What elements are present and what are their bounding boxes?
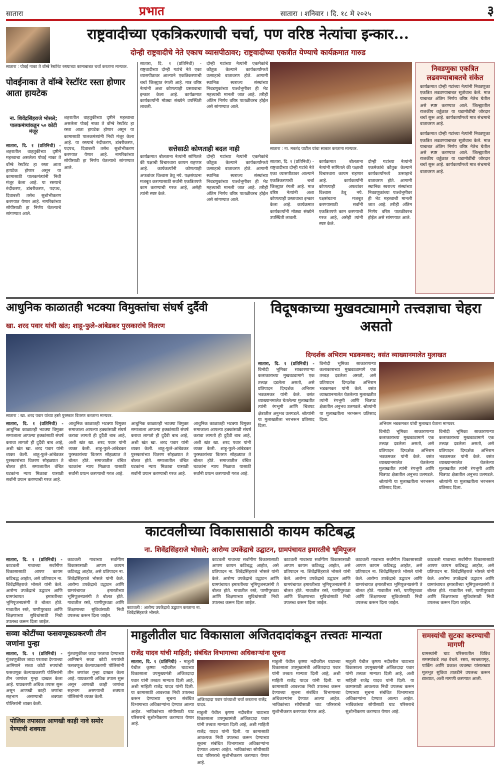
masthead-left: सातारा (6, 10, 24, 18)
story6-dateline: सातारा, दि. १ (प्रतिनिधी) - (131, 660, 182, 665)
story3-caption: अभिराम भडकमकर यांची मुलाखत घेताना मान्यवर. (379, 421, 456, 426)
story4-photo (127, 558, 209, 604)
story4-columns: सातारा, दि. १ (प्रतिनिधी) - काटवली गावाच्या सर्वांगीण विकासासाठी आपण कायम कटिबद्ध आहोत, असे प्रतिपादन ना. शिवेंद्रसिंहराजे भोसले यांनी केले. आरोग्य उपकेंद्राचे उद्घाटन आणि ग्रामपंचायत इमारतीच्या भूमिपूजनप्रसंगी ते बोलत होते. गावातील रस्ते, पाणीपुरवठा आणि शिक्षणाच्या सुविधांसाठी निधी उपलब्ध करून दिला जाईल. काटवली गावाच्या सर्वांगीण विकासासाठी आपण कायम कटिबद्ध आहोत, असे प्रतिपादन ना. शिवेंद्रसिंहराजे भोसले यांनी केले. आरोग्य उपकेंद्राचे उद्घाटन आणि ग्रामपंचायत इमारतीच्या भूमिपूजनप्रसंगी ते बोलत होते. गावातील रस्ते, पाणीपुरवठा आणि शिक्षणाच्या सुविधांसाठी निधी उपलब्ध करून दिला जाईल. (6, 558, 124, 626)
column-divider (137, 62, 138, 294)
story5-headline: सव्वा कोटींच्या फसवणूकप्रकरणी तीन जणांना पुन्हा (6, 629, 106, 648)
story1-photo-caption: सातारा : ना. मकरंद पाटील यांचा सत्कार करताना मान्यवर. (270, 146, 358, 151)
story1-text-columns (140, 62, 268, 142)
story6-headline: माहुलीतील घाट विकासाला अजितदादांकडून तत्त्वतः मान्यता (131, 628, 382, 642)
story1-left-body: सातारा, दि. १ (प्रतिनिधी) - शहरातील वाहतुकीच्या दृष्टीने महत्त्वाचा असलेला पोवई नाका ते वॉम्बे रेस्टॉरंट हा रस्ता आता हायटेक होणार असून या कामासाठी पालकमंत्र्यांनी निधी मंजूर केला आहे. या रस्त्याचे रुंदीकरण, डांबरीकरण, पदपथ, दिवाबत्ती तसेच सुशोभीकरण करण्यात येणार आहे. नागरिकांच्या सोयीसाठी हा निर्णय घेतल्याचे सांगण्यात आले. (6, 144, 61, 218)
story1-left-dateline: सातारा, दि. १ (प्रतिनिधी) - (6, 144, 61, 149)
story3-columns: सातारा, दि. १ (प्रतिनिधी) - विनोदी भूमिका साकारणाऱ्या कलाकाराच्या मुखवट्यामागे एक तत्त्वज्ञ दडलेला असतो, असे प्रतिपादन दिग्दर्शक अभिराम भडकमकर यांनी केले. वसंत व्याख्यानमालेत घेतलेल्या मुलाखतीत त्यांनी रंगभूमी आणि चित्रपट क्षेत्रातील अनुभव उलगडले. श्रोत्यांनी या मुलाखतीला भरभरून प्रतिसाद दिला. विनोदी भूमिका साकारणाऱ्या कलाकाराच्या मुखवट्यामागे एक तत्त्वज्ञ दडलेला असतो, असे प्रतिपादन दिग्दर्शक अभिराम भडकमकर यांनी केले. वसंत व्याख्यानमालेत घेतलेल्या मुलाखतीत त्यांनी रंगभूमी आणि चित्रपट क्षेत्रातील अनुभव उलगडले. श्रोत्यांनी या मुलाखतीला भरभरून प्रतिसाद दिला. (258, 362, 376, 430)
story1-left-caption: सातारा : पोवई नाका ते वॉम्बे रेस्टॉरंट रस्त्याच्या कामाबाबत चर्चा करताना मान्यवर. (6, 64, 128, 69)
story1-sub: दोन्ही राष्ट्रवादीचे नेते एकाच व्यासपीठावर; राष्ट्रवादीच्या एकत्रीत येण्याचे कार्यक्रमात गारुड (130, 48, 366, 57)
story6-caption: अजितदादा पवार यांच्याशी चर्चा करताना राजेंद्र यादव. (197, 697, 267, 708)
story1-left-headline: पोवईनाका ते वॉम्बे रेस्टॉरंट रस्ता होणार आता हायटेक (6, 78, 126, 99)
column-divider (127, 629, 128, 747)
section-rule (6, 297, 494, 299)
story3-sub: दिग्दर्शक अभिराम भडकमकर; वसंत व्याख्यानमालेत मुलाखत (305, 351, 447, 359)
story3-photo (379, 362, 494, 420)
story1-col-b: दोन्ही गटांच्या नेत्यांनी एकमेकांचे कौतुक केल्याने कार्यकर्त्यांमध्ये उत्साहाचे वातावरण होते. आगामी स्थानिक स्वराज्य संस्थांच्या निवडणुकांच्या पार्श्वभूमीवर ही भेट महत्त्वाची मानली जात आहे. तरीही अंतिम निर्णय वरिष्ठ पातळीवरच होईल असे सांगण्यात आले. (206, 62, 268, 111)
story2-photo (6, 334, 251, 412)
sidebox-demands (417, 629, 495, 747)
masthead-brand: प्रभात (139, 4, 165, 18)
section-rule (6, 625, 494, 627)
column-divider (254, 302, 255, 518)
story1-col-a: सातारा, दि. १ (प्रतिनिधी) - राष्ट्रवादीच्या दोन्ही गटांचे नेते एका व्यासपीठावर आल्याने एकत्रिकरणाची चर्चा जिल्ह्यात रंगली आहे. मात्र वरिष्ठ नेत्यांनी अशा कोणत्याही प्रस्तावाचा इन्कार केला आहे. कार्यक्रमात कार्यकर्त्यांनी मोठ्या संख्येने उपस्थिती लावली. (140, 62, 202, 111)
story6-col-1: सातारा, दि. १ (प्रतिनिधी) - माहुली येथील कृष्णा नदीवरील घाटाच्या विकासाला उपमुख्यमंत्री अजितदादा पवार यांनी तत्त्वतः मान्यता दिली आहे, अशी माहिती राजेंद्र यादव यांनी दिली. या कामासाठी आवश्यक निधी उपलब्ध करून देण्याच्या सूचना संबंधित विभागाच्या अधिकाऱ्यांना देण्यात आल्या आहेत. भाविकांच्या सोयीसाठी घाट परिसराचे सुशोभीकरण करण्यात येणार आहे. (131, 660, 194, 728)
story2-caption: सातारा : खा. शरद पवार यांच्या हस्ते पुरस्कार वितरण करताना मान्यवर. (6, 413, 113, 418)
masthead (6, 5, 494, 21)
story2-columns: सातारा, दि. १ (प्रतिनिधी) - आधुनिक काळातही भटक्या विमुक्त समाजाला आपल्या हक्कांसाठी संघर्ष करावा लागतो ही दुर्दैवी बाब आहे, अशी खंत खा. शरद पवार यांनी व्यक्त केली. शाहू-फुले-आंबेडकर पुरस्कारांच्या वितरण सोहळ्यात ते बोलत होते. समाजातील वंचित घटकांना न्याय मिळावा यासाठी सर्वांनी प्रयत्न करण्याची गरज आहे. आधुनिक काळातही भटक्या विमुक्त समाजाला आपल्या हक्कांसाठी संघर्ष करावा लागतो ही दुर्दैवी बाब आहे, अशी खंत खा. शरद पवार यांनी व्यक्त केली. शाहू-फुले-आंबेडकर पुरस्कारांच्या वितरण सोहळ्यात ते बोलत होते. समाजातील वंचित घटकांना न्याय मिळावा यासाठी सर्वांनी प्रयत्न करण्याची गरज आहे. आधुनिक काळातही भटक्या विमुक्त समाजाला आपल्या हक्कांसाठी संघर्ष करावा लागतो ही दुर्दैवी बाब आहे, अशी खंत खा. शरद पवार यांनी व्यक्त केली. शाहू-फुले-आंबेडकर पुरस्कारांच्या वितरण सोहळ्यात ते बोलत होते. समाजातील वंचित घटकांना न्याय मिळावा यासाठी सर्वांनी प्रयत्न करण्याची गरज आहे. आधुनिक काळातही भटक्या विमुक्त समाजाला आपल्या हक्कांसाठी संघर्ष करावा लागतो ही दुर्दैवी बाब आहे, अशी खंत खा. शरद पवार यांनी व्यक्त केली. शाहू-फुले-आंबेडकर पुरस्कारांच्या वितरण सोहळ्यात ते बोलत होते. समाजातील वंचित घटकांना न्याय मिळावा यासाठी सर्वांनी प्रयत्न करण्याची गरज आहे. (6, 422, 251, 483)
story5-dateline: सातारा, दि. १ (प्रतिनिधी) - (6, 652, 63, 657)
story1-inset: सत्तेसाठी कोणताही बदल नाही कार्यक्रमात बोलताना नेत्यांनी सांगितले की पक्षाची विचारधारा कायम राहणार आहे. कार्यकर्त्यांनी कोणत्याही अफवांवर विश्वास ठेवू नये. पक्षसंघटना मजबूत करण्यासाठी सर्वांनी एकत्रितपणे काम करण्याची गरज आहे, असेही त्यांनी स्पष्ट केले. दोन्ही गटांच्या नेत्यांनी एकमेकांचे कौतुक केल्याने कार्यकर्त्यांमध्ये उत्साहाचे वातावरण होते. आगामी स्थानिक स्वराज्य संस्थांच्या निवडणुकांच्या पार्श्वभूमीवर ही भेट महत्त्वाची मानली जात आहे. तरीही अंतिम निर्णय वरिष्ठ पातळीवरच होईल असे सांगण्यात आले. (140, 145, 268, 204)
story1-inset-headline: सत्तेसाठी कोणताही बदल नाही (168, 145, 240, 153)
story6-columns: माहुली येथील कृष्णा नदीवरील घाटाच्या विकासाला उपमुख्यमंत्री अजितदादा पवार यांनी तत्त्वतः मान्यता दिली आहे, अशी माहिती राजेंद्र यादव यांनी दिली. या कामासाठी आवश्यक निधी उपलब्ध करून देण्याच्या सूचना संबंधित विभागाच्या अधिकाऱ्यांना देण्यात आल्या आहेत. भाविकांच्या सोयीसाठी घाट परिसराचे सुशोभीकरण करण्यात येणार आहे. माहुली येथील कृष्णा नदीवरील घाटाच्या विकासाला उपमुख्यमंत्री अजितदादा पवार यांनी तत्त्वतः मान्यता दिली आहे, अशी माहिती राजेंद्र यादव यांनी दिली. या कामासाठी आवश्यक निधी उपलब्ध करून देण्याच्या सूचना संबंधित विभागाच्या अधिकाऱ्यांना देण्यात आल्या आहेत. भाविकांच्या सोयीसाठी घाट परिसराचे सुशोभीकरण करण्यात येणार आहे. (272, 660, 414, 715)
sidebox2-text: ग्रामस्थांनी घाट परिसरातील विविध समस्यांकडे लक्ष वेधले. रस्ता, स्वच्छतागृह, पार्किंग आणि प्रकाश व्यवस्था यांसारख्या मूलभूत सुविधा तातडीने उपलब्ध करून द्याव्यात, अशी मागणी करण्यात आली. (422, 652, 490, 682)
story2-dateline: सातारा, दि. १ (प्रतिनिधी) - (6, 422, 64, 427)
section-rule (6, 521, 494, 523)
story2-sub: खा. शरद पवार यांची खंत; शाहू-फुले-आंबेडकर पुरस्कारांचे वितरण (6, 322, 165, 330)
story3-columns-2: विनोदी भूमिका साकारणाऱ्या कलाकाराच्या मुखवट्यामागे एक तत्त्वज्ञ दडलेला असतो, असे प्रतिपादन दिग्दर्शक अभिराम भडकमकर यांनी केले. वसंत व्याख्यानमालेत घेतलेल्या मुलाखतीत त्यांनी रंगभूमी आणि चित्रपट क्षेत्रातील अनुभव उलगडले. श्रोत्यांनी या मुलाखतीला भरभरून प्रतिसाद दिला. विनोदी भूमिका साकारणाऱ्या कलाकाराच्या मुखवट्यामागे एक तत्त्वज्ञ दडलेला असतो, असे प्रतिपादन दिग्दर्शक अभिराम भडकमकर यांनी केले. वसंत व्याख्यानमालेत घेतलेल्या मुलाखतीत त्यांनी रंगभूमी आणि चित्रपट क्षेत्रातील अनुभव उलगडले. श्रोत्यांनी या मुलाखतीला भरभरून प्रतिसाद दिला. (379, 430, 494, 491)
story6-photo (197, 660, 269, 696)
sidebox2-title: समस्यांची सुटका करण्याची मागणी (422, 632, 490, 649)
story2-headline: आधुनिक काळातही भटक्या विमुक्तांचा संघर्ष दुर्दैवी (6, 301, 208, 314)
page-number: ३ (487, 4, 494, 19)
story3-headline: विदूषकाच्या मुखवट्यामागे तत्त्वज्ञाचा चेहरा असतो (270, 301, 482, 335)
story1-left-body-2: शहरातील वाहतुकीच्या दृष्टीने महत्त्वाचा असलेला पोवई नाका ते वॉम्बे रेस्टॉरंट हा रस्ता आता हायटेक होणार असून या कामासाठी पालकमंत्र्यांनी निधी मंजूर केला आहे. या रस्त्याचे रुंदीकरण, डांबरीकरण, पदपथ, दिवाबत्ती तसेच सुशोभीकरण करण्यात येणार आहे. नागरिकांच्या सोयीसाठी हा निर्णय घेतल्याचे सांगण्यात आले. (64, 116, 134, 171)
story1-left-byline: ना. शिवेंद्रसिंहराजे भोसले; पालकमंत्र्यांकडून ५० कोटी मंजूर (9, 116, 58, 135)
story1-more-columns: सातारा, दि. १ (प्रतिनिधी) - राष्ट्रवादीच्या दोन्ही गटांचे नेते एका व्यासपीठावर आल्याने एकत्रिकरणाची चर्चा जिल्ह्यात रंगली आहे. मात्र वरिष्ठ नेत्यांनी अशा कोणत्याही प्रस्तावाचा इन्कार केला आहे. कार्यक्रमात कार्यकर्त्यांनी मोठ्या संख्येने उपस्थिती लावली. कार्यक्रमात बोलताना नेत्यांनी सांगितले की पक्षाची विचारधारा कायम राहणार आहे. कार्यकर्त्यांनी कोणत्याही अफवांवर विश्वास ठेवू नये. पक्षसंघटना मजबूत करण्यासाठी सर्वांनी एकत्रितपणे काम करण्याची गरज आहे, असेही त्यांनी स्पष्ट केले. दोन्ही गटांच्या नेत्यांनी एकमेकांचे कौतुक केल्याने कार्यकर्त्यांमध्ये उत्साहाचे वातावरण होते. आगामी स्थानिक स्वराज्य संस्थांच्या निवडणुकांच्या पार्श्वभूमीवर ही भेट महत्त्वाची मानली जात आहे. तरीही अंतिम निर्णय वरिष्ठ पातळीवरच होईल असे सांगण्यात आले. (270, 160, 412, 228)
story4-columns-2: काटवली गावाच्या सर्वांगीण विकासासाठी आपण कायम कटिबद्ध आहोत, असे प्रतिपादन ना. शिवेंद्रसिंहराजे भोसले यांनी केले. आरोग्य उपकेंद्राचे उद्घाटन आणि ग्रामपंचायत इमारतीच्या भूमिपूजनप्रसंगी ते बोलत होते. गावातील रस्ते, पाणीपुरवठा आणि शिक्षणाच्या सुविधांसाठी निधी उपलब्ध करून दिला जाईल. काटवली गावाच्या सर्वांगीण विकासासाठी आपण कायम कटिबद्ध आहोत, असे प्रतिपादन ना. शिवेंद्रसिंहराजे भोसले यांनी केले. आरोग्य उपकेंद्राचे उद्घाटन आणि ग्रामपंचायत इमारतीच्या भूमिपूजनप्रसंगी ते बोलत होते. गावातील रस्ते, पाणीपुरवठा आणि शिक्षणाच्या सुविधांसाठी निधी उपलब्ध करून दिला जाईल. काटवली गावाच्या सर्वांगीण विकासासाठी आपण कायम कटिबद्ध आहोत, असे प्रतिपादन ना. शिवेंद्रसिंहराजे भोसले यांनी केले. आरोग्य उपकेंद्राचे उद्घाटन आणि ग्रामपंचायत इमारतीच्या भूमिपूजनप्रसंगी ते बोलत होते. गावातील रस्ते, पाणीपुरवठा आणि शिक्षणाच्या सुविधांसाठी निधी उपलब्ध करून दिला जाईल. काटवली गावाच्या सर्वांगीण विकासासाठी आपण कायम कटिबद्ध आहोत, असे प्रतिपादन ना. शिवेंद्रसिंहराजे भोसले यांनी केले. आरोग्य उपकेंद्राचे उद्घाटन आणि ग्रामपंचायत इमारतीच्या भूमिपूजनप्रसंगी ते बोलत होते. गावातील रस्ते, पाणीपुरवठा आणि शिक्षणाच्या सुविधांसाठी निधी उपलब्ध करून दिला जाईल. (212, 558, 494, 607)
story4-headline: काटवलीच्या विकासासाठी कायम कटिबद्ध (145, 524, 355, 540)
story5-columns: सातारा, दि. १ (प्रतिनिधी) - गुंतवणुकीवर जादा परतावा देण्याच्या आमिषाने सव्वा कोटी रुपयांची फसवणूक केल्याप्रकरणी पोलिसांनी तीन जणांवर गुन्हा दाखल केला आहे. याप्रकरणी अधिक तपास सुरू असून आणखी काही जणांचा सहभाग असण्याची शक्यता पोलिसांनी व्यक्त केली. गुंतवणुकीवर जादा परतावा देण्याच्या आमिषाने सव्वा कोटी रुपयांची फसवणूक केल्याप्रकरणी पोलिसांनी तीन जणांवर गुन्हा दाखल केला आहे. याप्रकरणी अधिक तपास सुरू असून आणखी काही जणांचा सहभाग असण्याची शक्यता पोलिसांनी व्यक्त केली. (6, 652, 124, 707)
story3-dateline: सातारा, दि. १ (प्रतिनिधी) - (258, 362, 315, 367)
quote-band (6, 716, 124, 747)
story4-sub: ना. शिवेंद्रसिंहराजे भोसले; आरोग्य उपकेंद्राचे उद्घाटन, ग्रामपंचायत इमारतीचे भूमिपूजन (144, 546, 356, 554)
story4-dateline: सातारा, दि. १ (प्रतिनिधी) - (6, 558, 63, 563)
story1-left-photo (6, 27, 50, 63)
sidebox-election-signal: निवडणुका एकत्रित लढवण्याबाबतचे संकेत कार्यक्रमात दोन्ही गटांच्या नेत्यांनी निवडणुका एकत्रित लढवण्याबाबत सूतोवाच केले. मात्र याबाबत अंतिम निर्णय वरिष्ठ नेतेच घेतील असे स्पष्ट करण्यात आले. जिल्ह्यातील राजकीय वर्तुळात या घडामोडींची जोरदार चर्चा सुरू आहे. कार्यकर्त्यांमध्ये मात्र संभ्रमाचे वातावरण आहे. कार्यक्रमात दोन्ही गटांच्या नेत्यांनी निवडणुका एकत्रित लढवण्याबाबत सूतोवाच केले. मात्र याबाबत अंतिम निर्णय वरिष्ठ नेतेच घेतील असे स्पष्ट करण्यात आले. जिल्ह्यातील राजकीय वर्तुळात या घडामोडींची जोरदार चर्चा सुरू आहे. कार्यकर्त्यांमध्ये मात्र संभ्रमाचे वातावरण आहे. (415, 62, 495, 294)
story6-sub: राजेंद्र यादव यांची माहिती; संबंधित विभागाच्या अधिकाऱ्यांना सूचना (131, 649, 286, 657)
story1-main-photo (270, 62, 412, 144)
masthead-date: सातारा । शनिवार । दि. १८ मे २०२५ (280, 10, 372, 18)
sidebox1-title: निवडणुका एकत्रित लढवण्याबाबतचे संकेत (426, 65, 484, 82)
quote-text: पोलिस तपासात आणखी काही नावे समोर येण्याची शक्यता (10, 718, 104, 733)
story1-headline: राष्ट्रवादीच्या एकत्रिकरणाची चर्चा, पण वरिष्ठ नेत्यांचा इन्कार... (87, 26, 409, 43)
story6-col-2: माहुली येथील कृष्णा नदीवरील घाटाच्या विकासाला उपमुख्यमंत्री अजितदादा पवार यांनी तत्त्वतः मान्यता दिली आहे, अशी माहिती राजेंद्र यादव यांनी दिली. या कामासाठी आवश्यक निधी उपलब्ध करून देण्याच्या सूचना संबंधित विभागाच्या अधिकाऱ्यांना देण्यात आल्या आहेत. भाविकांच्या सोयीसाठी घाट परिसराचे सुशोभीकरण करण्यात येणार आहे. (197, 711, 269, 766)
sidebox1-text: कार्यक्रमात दोन्ही गटांच्या नेत्यांनी निवडणुका एकत्रित लढवण्याबाबत सूतोवाच केले. मात्र याबाबत अंतिम निर्णय वरिष्ठ नेतेच घेतील असे स्पष्ट करण्यात आले. जिल्ह्यातील राजकीय वर्तुळात या घडामोडींची जोरदार चर्चा सुरू आहे. कार्यकर्त्यांमध्ये मात्र संभ्रमाचे वातावरण आहे. (420, 85, 490, 128)
story4-caption: काटवली : आरोग्य उपकेंद्राचे उद्घाटन करताना ना. शिवेंद्रसिंहराजे भोसले. (127, 605, 201, 616)
